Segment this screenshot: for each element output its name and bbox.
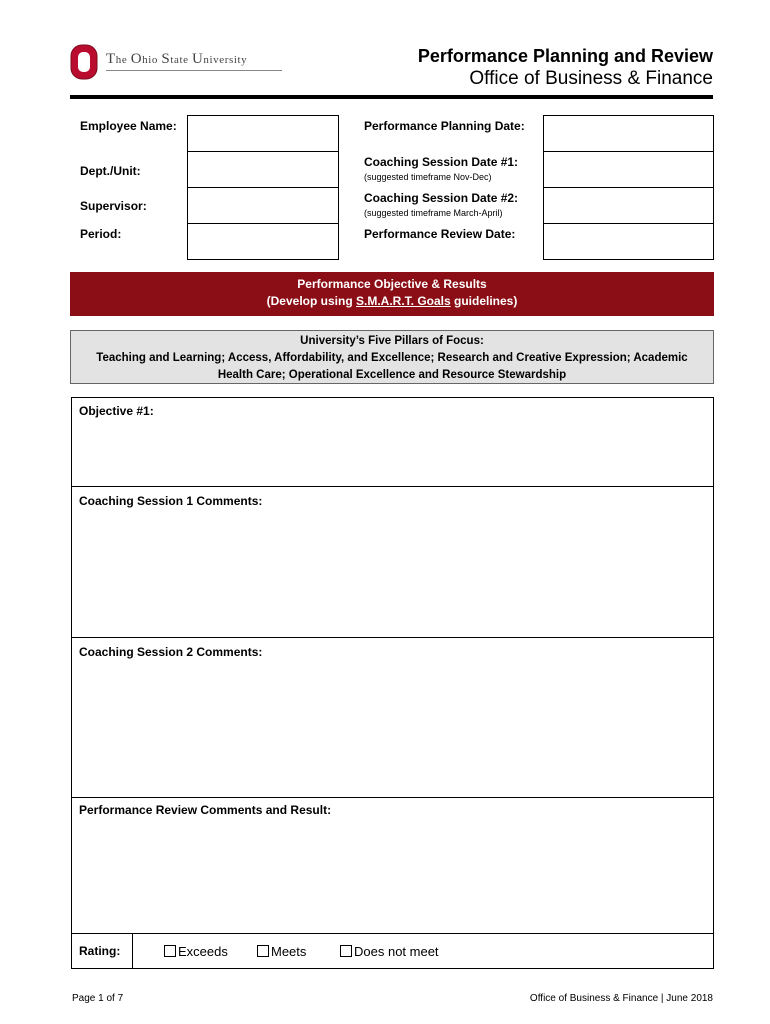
banner-line-2: (Develop using S.M.A.R.T. Goals guidelines) xyxy=(266,294,518,308)
block-o-logo-icon xyxy=(70,44,98,80)
row-divider xyxy=(72,637,713,638)
coaching-2-comments-label: Coaching Session 2 Comments: xyxy=(79,645,263,659)
rating-exceeds-option[interactable]: Exceeds xyxy=(164,944,228,959)
planning-date-field[interactable] xyxy=(543,115,714,152)
employee-name-label: Employee Name: xyxy=(80,119,177,133)
university-underline xyxy=(106,70,282,71)
coaching-1-comments-label: Coaching Session 1 Comments: xyxy=(79,494,263,508)
checkbox-icon[interactable] xyxy=(164,945,176,957)
five-pillars-panel xyxy=(70,330,714,384)
coaching-date-2-field[interactable] xyxy=(543,187,714,224)
rating-divider xyxy=(132,933,133,968)
dept-unit-field[interactable] xyxy=(187,151,339,188)
period-label: Period: xyxy=(80,227,122,241)
objective-label: Objective #1: xyxy=(79,404,154,418)
university-name: The Ohio State University xyxy=(106,51,248,67)
coaching-date-1-label: Coaching Session Date #1: xyxy=(364,155,519,169)
footer-office-date: Office of Business & Finance | June 2018 xyxy=(529,993,713,1004)
planning-date-label: Performance Planning Date: xyxy=(364,119,525,133)
row-divider xyxy=(72,797,713,798)
banner-line-1: Performance Objective & Results xyxy=(297,277,487,291)
rating-row xyxy=(72,933,713,968)
coaching-date-1-note: (suggested timeframe Nov-Dec) xyxy=(364,172,492,182)
pillars-title: University’s Five Pillars of Focus: xyxy=(300,335,484,347)
rating-label: Rating: xyxy=(79,944,121,958)
period-field[interactable] xyxy=(187,223,339,260)
coaching-1-comments-field[interactable] xyxy=(72,512,713,637)
supervisor-label: Supervisor: xyxy=(80,199,147,213)
row-divider xyxy=(72,486,713,487)
page-number: Page 1 of 7 xyxy=(72,993,124,1004)
employee-name-field[interactable] xyxy=(187,115,339,152)
rating-meets-option[interactable]: Meets xyxy=(257,944,306,959)
review-date-field[interactable] xyxy=(543,223,714,260)
review-comments-label: Performance Review Comments and Result: xyxy=(79,803,332,817)
review-comments-field[interactable] xyxy=(72,821,713,933)
dept-unit-label: Dept./Unit: xyxy=(80,164,141,178)
header-divider xyxy=(70,95,713,99)
coaching-date-2-label: Coaching Session Date #2: xyxy=(364,191,519,205)
rating-does-not-meet-option[interactable]: Does not meet xyxy=(340,944,439,959)
coaching-date-1-field[interactable] xyxy=(543,151,714,188)
checkbox-icon[interactable] xyxy=(257,945,269,957)
coaching-2-comments-field[interactable] xyxy=(72,663,713,797)
review-date-label: Performance Review Date: xyxy=(364,227,516,241)
pillars-line-2: Health Care; Operational Excellence and Resource Stewardship xyxy=(217,369,567,381)
page-title: Performance Planning and Review xyxy=(417,46,713,66)
pillars-line-1: Teaching and Learning; Access, Affordability, and Excellence; Research and Creative Expression; Academic xyxy=(96,352,688,364)
objective-results-banner xyxy=(70,272,714,316)
checkbox-icon[interactable] xyxy=(340,945,352,957)
page-subtitle: Office of Business & Finance xyxy=(469,68,713,89)
objective-comments-table xyxy=(71,397,714,969)
coaching-date-2-note: (suggested timeframe March-April) xyxy=(364,208,503,218)
supervisor-field[interactable] xyxy=(187,187,339,224)
smart-goals-link[interactable]: S.M.A.R.T. Goals xyxy=(355,294,451,308)
objective-field[interactable] xyxy=(72,422,713,486)
